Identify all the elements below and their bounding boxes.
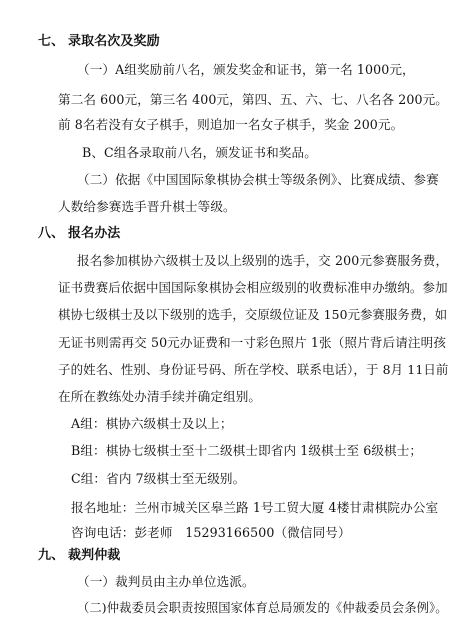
paragraph-line: 证书费赛后依据中国国际象棋协会相应级别的收费标准申办缴纳。参加 <box>58 280 448 295</box>
paragraph-line: 报名地址：兰州市城关区皋兰路 1号工贸大厦 4楼甘肃棋院办公室 <box>71 500 439 515</box>
paragraph-line: 在所在教练处办清手续并确定组别。 <box>58 389 262 404</box>
section-8-title: 报名办法 <box>68 226 121 241</box>
paragraph-line: 第二名 600元，第三名 400元，第四、五、六、七、八名各 200元。 <box>58 92 448 107</box>
section-9-number: 九、 <box>38 548 65 563</box>
paragraph-line: A组：棋协六级棋士及以上； <box>71 416 233 431</box>
section-7-number: 七、 <box>38 34 65 49</box>
paragraph-line: （一）A组奖励前八名，颁发奖金和证书，第一名 1000元， <box>77 62 415 77</box>
paragraph-line: B、C组各录取前八名，颁发证书和奖品。 <box>82 145 317 160</box>
paragraph-line: （一）裁判员由主办单位选派。 <box>77 574 255 589</box>
section-9-title: 裁判仲裁 <box>68 548 121 563</box>
paragraph-line: 棋协七级棋士及以下级别的选手，交原级位证及 150元参赛服务费，如 <box>58 308 448 322</box>
section-9-heading <box>38 548 120 564</box>
paragraph-line: 子的姓名、性别、身份证号码、所在学校、联系电话），于 8月 11日前 <box>58 362 449 377</box>
section-7-heading <box>38 34 160 50</box>
paragraph-line: 前 8名若没有女子棋手，则追加一名女子棋手，奖金 200元。 <box>58 117 404 132</box>
paragraph-line: B组：棋协七级棋士至十二级棋士即省内 1级棋士至 6级棋士； <box>71 443 423 458</box>
paragraph-line: 报名参加棋协六级棋士及以上级别的选手，交 200元参赛服务费， <box>77 253 449 268</box>
section-7-title: 录取名次及奖励 <box>68 34 160 49</box>
paragraph-line: 咨询电话：彭老师 15293166500（微信同号） <box>71 525 351 540</box>
section-8-number: 八、 <box>38 226 65 241</box>
section-8-heading <box>38 226 120 242</box>
paragraph-line: 无证书则需再交 50元办证费和一寸彩色照片 1张（照片背后请注明孩 <box>58 335 446 350</box>
paragraph-line: （二)仲裁委员会职责按照国家体育总局颁发的《仲裁委员会条例》。 <box>77 601 448 615</box>
paragraph-line: 人数给参赛选手晋升棋士等级。 <box>58 199 236 214</box>
paragraph-line: （二）依据《中国国际象棋协会棋士等级条例》、比赛成绩、参赛 <box>77 172 439 187</box>
paragraph-line: C组：省内 7级棋士至无级别。 <box>71 471 246 486</box>
